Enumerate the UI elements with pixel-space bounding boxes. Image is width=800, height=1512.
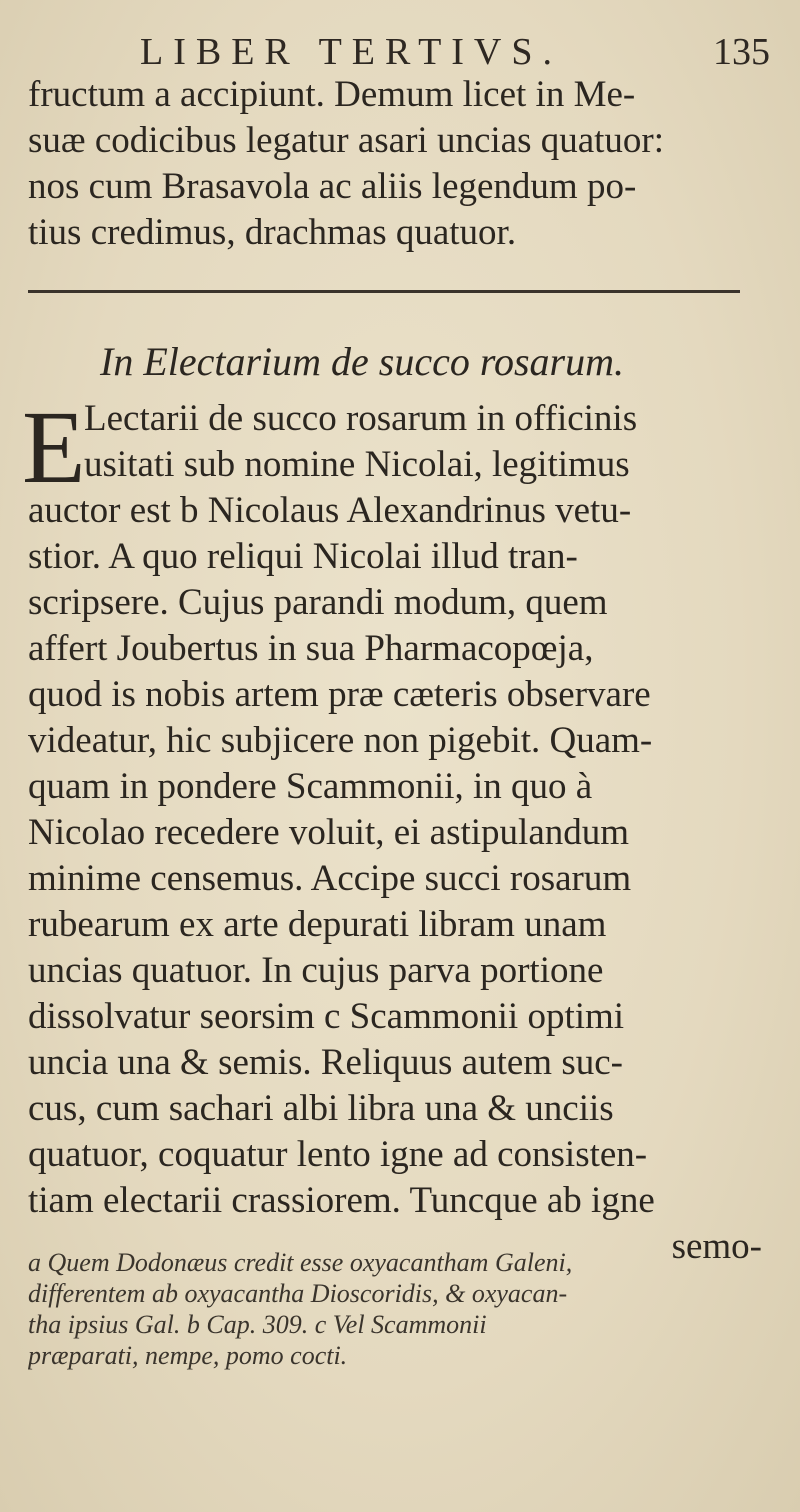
footnote-line: a Quem Dodonæus credit esse oxyacantham Galeni, <box>28 1248 573 1277</box>
text-line: rubearum ex arte depurati libram unam <box>28 904 607 945</box>
footnote-line: tha ipsius Gal. b Cap. 309. c Vel Scammonii <box>28 1310 487 1339</box>
text-line: scripsere. Cujus parandi modum, quem <box>28 582 608 623</box>
text-line: affert Joubertus in sua Pharmacopœja, <box>28 628 594 669</box>
page-header <box>0 28 800 78</box>
text-line: fructum a accipiunt. Demum licet in Me- <box>28 74 636 115</box>
section-heading: In Electarium de succo rosarum. <box>100 339 624 384</box>
text-line: quod is nobis artem præ cæteris observare <box>28 674 651 715</box>
text-line: nos cum Brasavola ac aliis legendum po- <box>28 166 637 207</box>
page-number: 135 <box>713 31 770 73</box>
text-line: stior. A quo reliqui Nicolai illud tran- <box>28 536 578 577</box>
footnote-line: differentem ab oxyacantha Dioscoridis, & oxyacan- <box>28 1279 568 1308</box>
text-line: quatuor, coquatur lento igne ad consisten- <box>28 1134 648 1175</box>
catchword: semo- <box>671 1226 762 1267</box>
text-line: suæ codicibus legatur asari uncias quatuor: <box>28 120 665 161</box>
text-line: cus, cum sachari albi libra una & unciis <box>28 1088 614 1129</box>
footnotes <box>28 1247 772 1371</box>
text-line: quam in pondere Scammonii, in quo à <box>28 766 593 807</box>
text-line: tiam electarii crassiorem. Tuncque ab igne <box>28 1180 655 1221</box>
text-line: dissolvatur seorsim c Scammonii optimi <box>28 996 625 1037</box>
text-line: uncia una & semis. Reliquus autem suc- <box>28 1042 623 1083</box>
section-body <box>28 396 772 1270</box>
text-line: minime censemus. Accipe succi rosarum <box>28 858 632 899</box>
running-title: LIBER TERTIVS. <box>140 31 563 73</box>
text-line: Lectarii de succo rosarum in officinis <box>84 398 638 439</box>
text-line: tius credimus, drachmas quatuor. <box>28 212 517 253</box>
text-line: usitati sub nomine Nicolai, legitimus <box>84 444 630 485</box>
text-line: uncias quatuor. In cujus parva portione <box>28 950 604 991</box>
text-line: Nicolao recedere voluit, ei astipulandum <box>28 812 630 853</box>
top-paragraph <box>28 72 772 256</box>
horizontal-rule <box>28 290 740 293</box>
text-line: auctor est b Nicolaus Alexandrinus vetu- <box>28 490 632 531</box>
drop-capital: E <box>22 390 86 505</box>
text-line: videatur, hic subjicere non pigebit. Quam- <box>28 720 653 761</box>
footnote-line: præparati, nempe, pomo cocti. <box>28 1341 348 1370</box>
